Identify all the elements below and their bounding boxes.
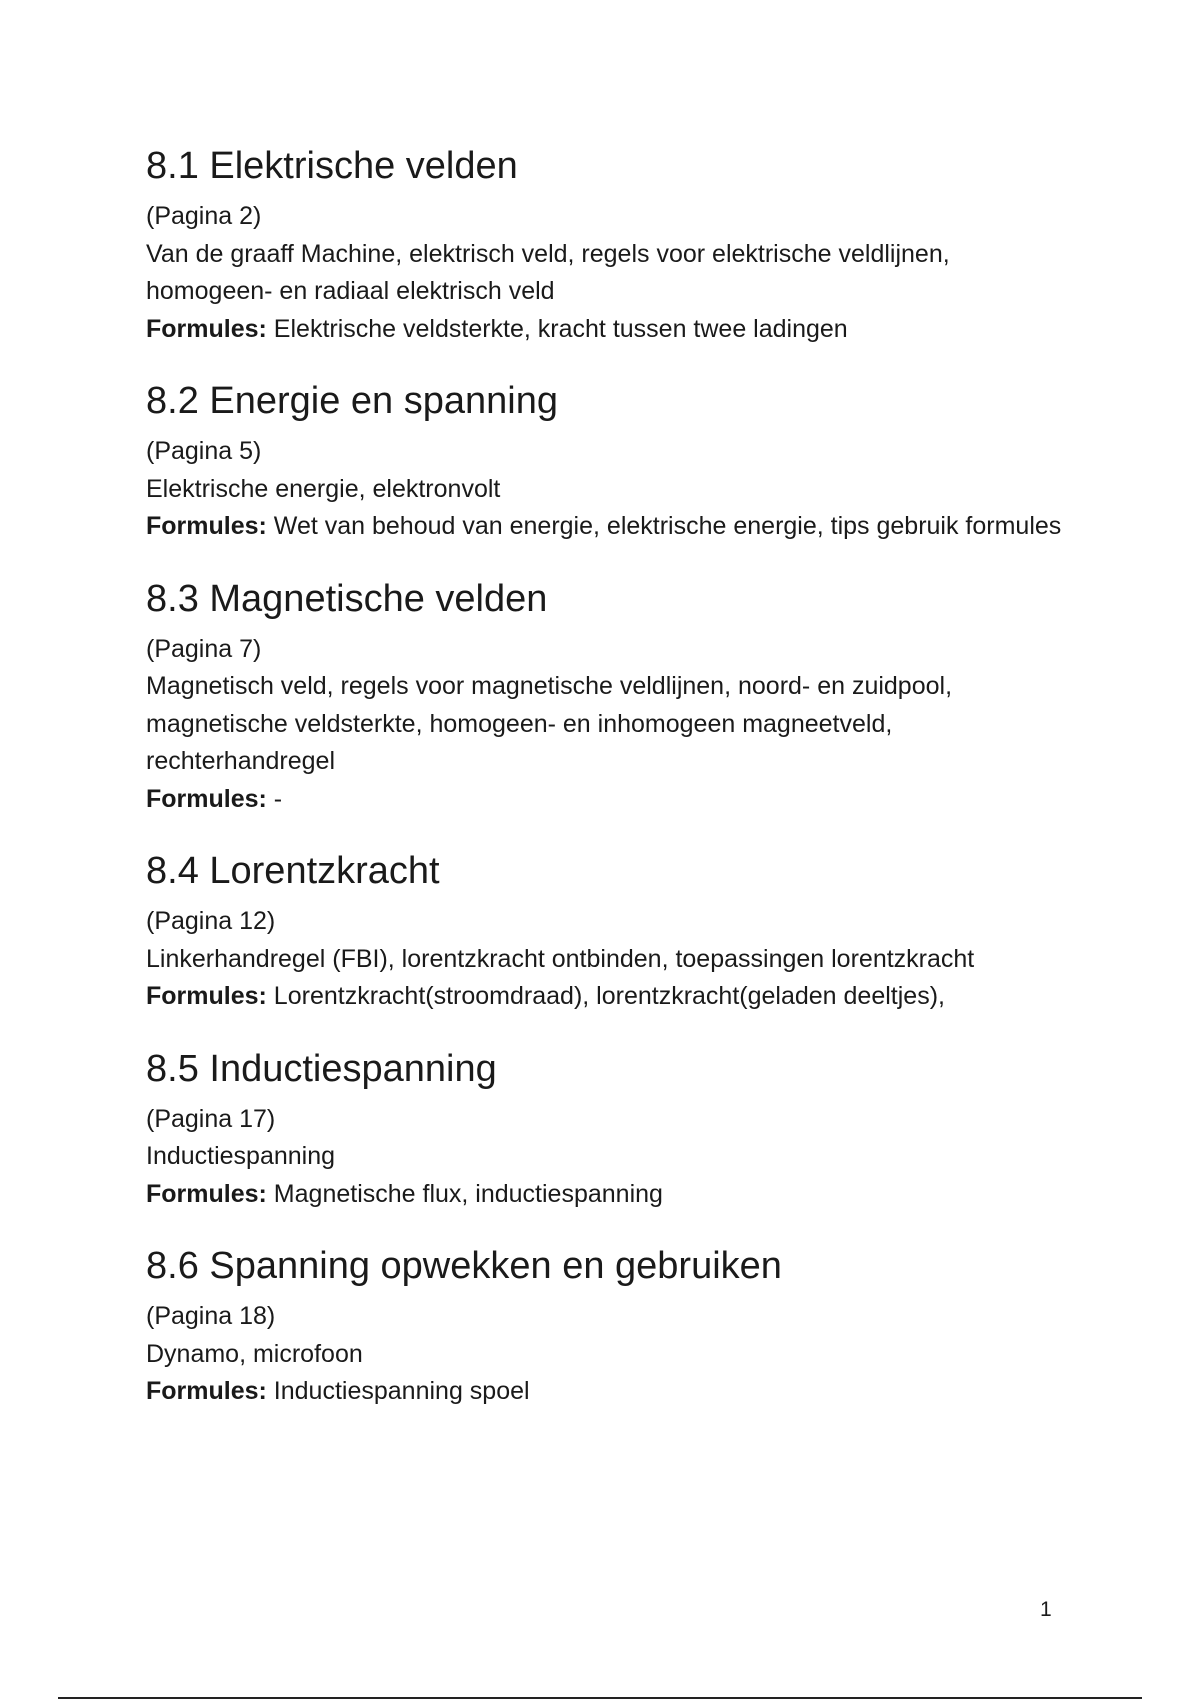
page-reference: (Pagina 17): [146, 1104, 276, 1133]
bottom-divider: [58, 1697, 1142, 1699]
formulas-text: Inductiespanning spoel: [266, 1377, 530, 1405]
section-8-2: [146, 375, 1076, 546]
formulas-label: Formules:: [146, 982, 267, 1010]
page-reference: (Pagina 12): [146, 907, 276, 935]
formulas-label: Formules:: [146, 1179, 267, 1208]
topics-text: Van de graaff Machine, elektrisch veld, regels voor elektrische veldlijnen, homogeen- en radiaal elektrisch veld: [146, 239, 950, 305]
page-reference: (Pagina 5): [146, 437, 262, 465]
formulas-text: Magnetische flux, inductiespanning: [266, 1179, 663, 1208]
formulas-label: Formules:: [146, 1377, 267, 1405]
page-reference: (Pagina 2): [146, 202, 262, 230]
topics-text: Linkerhandregel (FBI), lorentzkracht ontbinden, toepassingen lorentzkracht: [146, 944, 975, 973]
formulas-line: [146, 1176, 1076, 1214]
topics-text: Elektrische energie, elektronvolt: [146, 474, 501, 503]
formulas-line: [146, 978, 1076, 1016]
formulas-text: Elektrische veldsterkte, kracht tussen twee ladingen: [266, 314, 848, 343]
section-8-4: [146, 845, 1076, 1016]
formulas-text: Wet van behoud van energie, elektrische energie, tips gebruik formules: [266, 512, 1062, 540]
document-page: [146, 140, 1076, 1438]
page-number: 1: [1040, 1598, 1052, 1621]
topics-text: Dynamo, microfoon: [146, 1339, 363, 1368]
section-title: 8.1 Elektrische velden: [146, 145, 518, 187]
section-8-6: [146, 1240, 1076, 1411]
formulas-label: Formules:: [146, 314, 267, 343]
formulas-label: Formules:: [146, 784, 267, 813]
topics-text: Magnetisch veld, regels voor magnetische veldlijnen, noord- en zuidpool, magnetische veldsterkte, homogeen- en inhomogeen magneetveld, rechterhandregel: [146, 672, 953, 775]
formulas-line: [146, 1373, 1076, 1411]
formulas-label: Formules:: [146, 512, 267, 540]
formulas-text: Lorentzkracht(stroomdraad), lorentzkracht(geladen deeltjes),: [266, 982, 945, 1010]
section-8-3: [146, 573, 1076, 819]
page-reference: (Pagina 18): [146, 1302, 276, 1330]
section-title: 8.4 Lorentzkracht: [146, 850, 440, 892]
section-8-5: [146, 1043, 1076, 1214]
section-8-1: [146, 140, 1076, 348]
section-title: 8.2 Energie en spanning: [146, 380, 558, 422]
section-title: 8.6 Spanning opwekken en gebruiken: [146, 1245, 782, 1287]
formulas-text: -: [266, 784, 283, 813]
formulas-line: [146, 311, 1076, 349]
section-title: 8.5 Inductiespanning: [146, 1047, 497, 1090]
formulas-line: [146, 781, 1076, 819]
topics-text: Inductiespanning: [146, 1142, 336, 1170]
section-title: 8.3 Magnetische velden: [146, 577, 548, 620]
page-reference: (Pagina 7): [146, 634, 262, 663]
formulas-line: [146, 508, 1076, 546]
